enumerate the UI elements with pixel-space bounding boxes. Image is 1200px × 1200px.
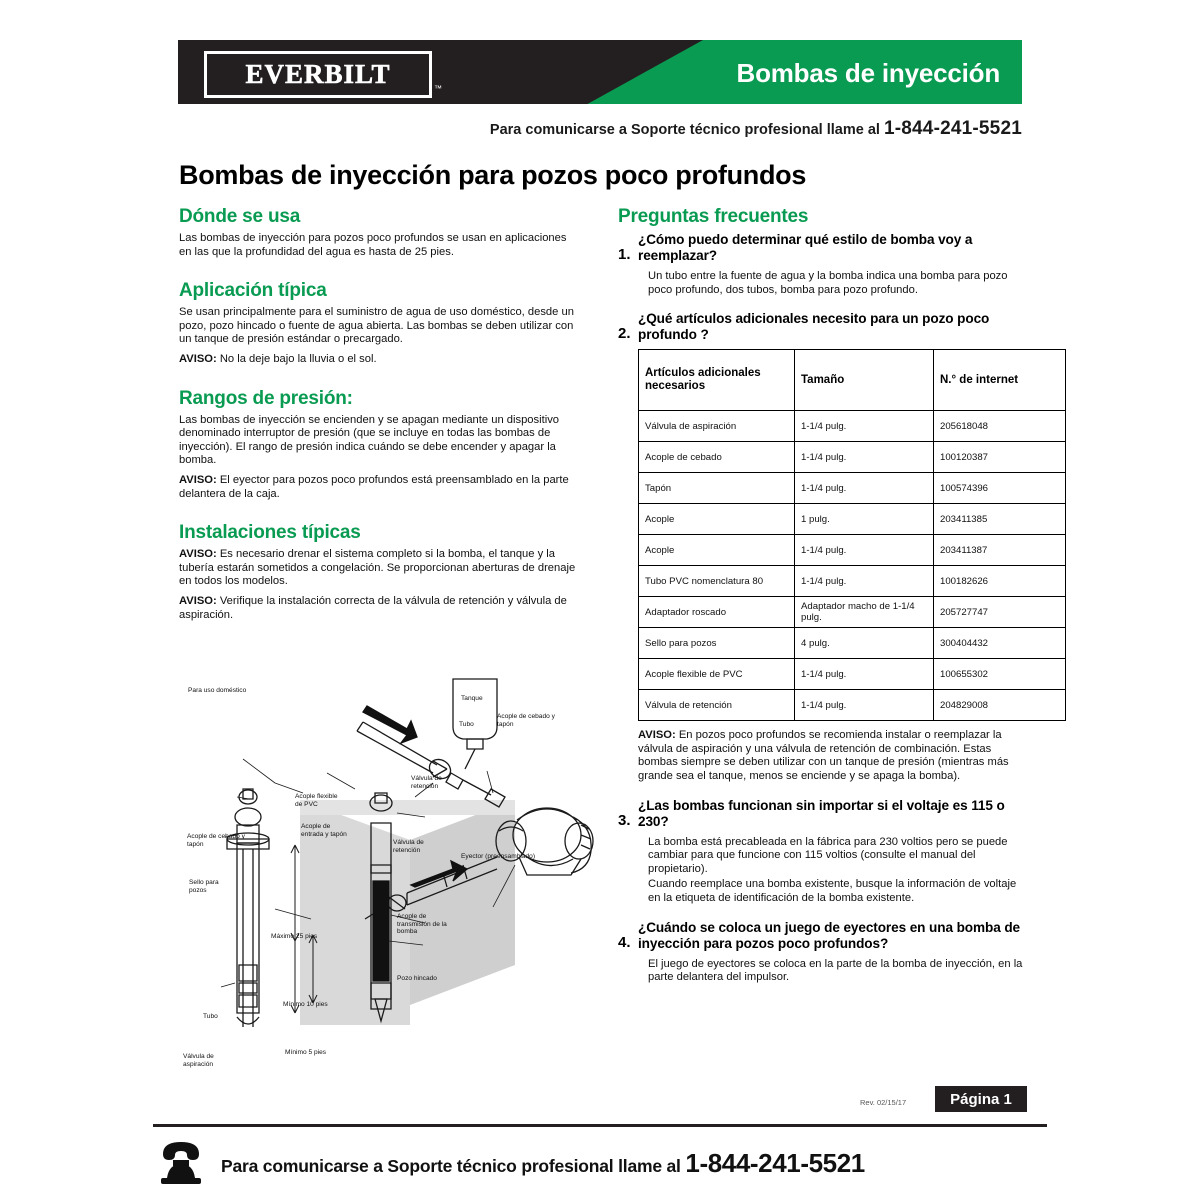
right-column <box>618 206 1026 999</box>
table-header-numero-internet: N.° de internet <box>934 350 1066 411</box>
cell-internet: 100182626 <box>934 566 1066 597</box>
diagram-label-acople-flexible-pvc: Acople flexible de PVC <box>295 793 338 808</box>
note-text: El eyector para pozos poco profundos está preensamblado en la parte delantera de la caja. <box>179 473 569 500</box>
faq-number: 1. <box>618 246 631 263</box>
table-row <box>639 473 1066 504</box>
header-support-prefix: Para comunicarse a Soporte técnico profesional llame al <box>489 122 880 138</box>
cell-articulo: Acople de cebado <box>639 442 795 473</box>
cell-tamano: 1-1/4 pulg. <box>795 535 934 566</box>
table-row <box>639 597 1066 628</box>
cell-articulo: Tapón <box>639 473 795 504</box>
table-row <box>639 411 1066 442</box>
cell-articulo: Acople <box>639 504 795 535</box>
cell-articulo: Sello para pozos <box>639 628 795 659</box>
section-note-rangos-de-presion <box>179 474 579 501</box>
table-header-row <box>639 350 1066 411</box>
cell-articulo: Tubo PVC nomenclatura 80 <box>639 566 795 597</box>
installation-diagram <box>175 665 595 1085</box>
faq-question: ¿Qué artículos adicionales necesito para un pozo poco profundo ? <box>638 311 990 343</box>
page-number-badge: Página 1 <box>935 1086 1027 1112</box>
faq-answer: Un tubo entre la fuente de agua y la bomba indica una bomba para pozo poco profundo, dos tubos, bomba para pozo profundo. <box>648 270 1008 296</box>
section-title-preguntas-frecuentes: Preguntas frecuentes <box>618 206 809 227</box>
table-row <box>639 566 1066 597</box>
faq-answer-2: Cuando reemplace una bomba existente, busque la información de voltaje en la etiqueta de identificación de la bomba existente. <box>648 878 1017 904</box>
cell-internet: 100120387 <box>934 442 1066 473</box>
diagram-label-valvula-retencion-1: Válvula de retención <box>411 775 442 790</box>
cell-tamano: 1 pulg. <box>795 504 934 535</box>
footer-support-phone: 1-844-241-5521 <box>685 1147 865 1178</box>
faq-question: ¿Cuándo se coloca un juego de eyectores en una bomba de inyección para pozos poco profundos? <box>638 919 1021 951</box>
note-text: Es necesario drenar el sistema completo si la bomba, el tanque y la tubería estarán sometidos a congelación. Se proporcionan aberturas de drenaje en todos los modelos. <box>179 548 576 588</box>
section-title-donde-se-usa: Dónde se usa <box>179 206 301 227</box>
diagram-label-tanque: Tanque <box>461 695 483 702</box>
cell-articulo: Válvula de retención <box>639 690 795 721</box>
note-label: AVISO: <box>179 473 217 486</box>
section-title-rangos-de-presion: Rangos de presión: <box>179 387 353 409</box>
header-support-line <box>178 118 1022 140</box>
diagram-label-maximo-25-pies: Máximo 25 pies <box>271 933 318 940</box>
faq-number: 4. <box>618 933 631 951</box>
faq-answer: El juego de eyectores se coloca en la parte de la bomba de inyección, en la parte delantera del impulsor. <box>648 957 1023 984</box>
table-header-tamano: Tamaño <box>795 350 934 411</box>
cell-internet: 205618048 <box>934 411 1066 442</box>
faq-number: 2. <box>618 325 631 343</box>
cell-tamano: Adaptador macho de 1-1/4 pulg. <box>795 597 934 628</box>
telephone-icon <box>153 1140 209 1186</box>
parts-table <box>638 349 1066 721</box>
trademark-mark: ™ <box>434 84 442 93</box>
footer-support-bar <box>153 1136 1047 1190</box>
cell-internet: 100574396 <box>934 473 1066 504</box>
note-text: En pozos poco profundos se recomienda instalar o reemplazar la válvula de aspiración y una válvula de retención de combinación. Estas bombas siempre se deben utilizar con un tanque de presión (mientras más grande sea el tanque, menos se enciende y se apaga la bomba). <box>638 729 1009 782</box>
diagram-label-tubo: Tubo <box>459 721 474 728</box>
diagram-label-eyector-preensamblado: Eyector (preensamblado) <box>461 853 536 860</box>
section-note-aplicacion-tipica <box>179 353 579 367</box>
diagram-label-acople-entrada-tapon: Acople de entrada y tapón <box>301 823 347 838</box>
cell-tamano: 1-1/4 pulg. <box>795 411 934 442</box>
cell-internet: 204829008 <box>934 690 1066 721</box>
header-support-phone: 1-844-241-5521 <box>883 118 1022 139</box>
cell-tamano: 1-1/4 pulg. <box>795 566 934 597</box>
cell-internet: 203411387 <box>934 535 1066 566</box>
diagram-label-tubo-2: Tubo <box>203 1013 218 1020</box>
footer-support-prefix: Para comunicarse a Soporte técnico profesional llame al <box>221 1155 681 1176</box>
diagram-label-sello-para-pozos: Sello para pozos <box>189 879 219 894</box>
cell-internet: 100655302 <box>934 659 1066 690</box>
footer-support-text <box>221 1148 865 1179</box>
faq-answer: La bomba está precableada en la fábrica para 230 voltios pero se puede cambiar para que funcione con 115 voltios (consulte el manual del propietario). <box>648 835 1008 875</box>
faq-entry-2 <box>618 311 1026 783</box>
cell-articulo: Acople flexible de PVC <box>639 659 795 690</box>
cell-tamano: 1-1/4 pulg. <box>795 690 934 721</box>
diagram-label-para-uso-domestico: Para uso doméstico <box>188 687 247 694</box>
cell-tamano: 1-1/4 pulg. <box>795 442 934 473</box>
faq-number: 3. <box>618 811 631 829</box>
diagram-label-acople-transmision-bomba: Acople de transmisión de la bomba <box>397 913 447 936</box>
table-row <box>639 504 1066 535</box>
section-title-instalaciones-tipicas: Instalaciones típicas <box>179 522 361 544</box>
table-row <box>639 535 1066 566</box>
cell-tamano: 1-1/4 pulg. <box>795 473 934 504</box>
diagram-label-acople-cebado-tapon-1: Acople de cebado y tapón <box>497 713 555 728</box>
diagram-label-acople-cebado-tapon-2: Acople de cebado y tapón <box>187 833 245 848</box>
cell-articulo: Válvula de aspiración <box>639 411 795 442</box>
faq-entry-1 <box>618 232 1026 297</box>
cell-internet: 205727747 <box>934 597 1066 628</box>
table-row <box>639 659 1066 690</box>
table-row <box>639 690 1066 721</box>
everbilt-logo <box>204 51 432 98</box>
note-label: AVISO: <box>179 548 217 561</box>
cell-internet: 300404432 <box>934 628 1066 659</box>
table-note <box>638 729 1026 783</box>
cell-articulo: Acople <box>639 535 795 566</box>
header-title: Bombas de inyección <box>736 58 1000 88</box>
diagram-label-minimo-10-pies: Mínimo 10 pies <box>283 1001 328 1008</box>
diagram-label-pozo-hincado: Pozo hincado <box>397 975 437 982</box>
cell-internet: 203411385 <box>934 504 1066 535</box>
footer-divider <box>153 1124 1047 1127</box>
section-title-aplicacion-tipica: Aplicación típica <box>179 280 327 302</box>
faq-question: ¿Las bombas funcionan sin importar si el voltaje es 115 o 230? <box>638 797 1005 829</box>
diagram-label-valvula-aspiracion: Válvula de aspiración <box>183 1053 214 1068</box>
cell-tamano: 1-1/4 pulg. <box>795 659 934 690</box>
table-header-articulos: Artículos adicionales necesarios <box>639 350 795 411</box>
revision-label: Rev. 02/15/17 <box>860 1098 907 1107</box>
section-body-donde-se-usa: Las bombas de inyección para pozos poco profundos se usan en aplicaciones en las que la profundidad del agua es hasta de 25 pies. <box>179 232 567 258</box>
section-body-rangos-de-presion: Las bombas de inyección se encienden y se apagan mediante un dispositivo denominado interruptor de presión (que se incluye en todas las bombas de inyección). El rango de presión indica cuándo se debe encender y apagar la bomba. <box>179 413 560 467</box>
cell-tamano: 4 pulg. <box>795 628 934 659</box>
note-label: AVISO: <box>638 729 676 742</box>
page-title: Bombas de inyección para pozos poco profundos <box>179 160 807 190</box>
left-column <box>179 206 579 628</box>
faq-entry-4 <box>618 920 1026 985</box>
note-text: No la deje bajo la lluvia o el sol. <box>219 352 377 365</box>
section-note2-instalaciones <box>179 595 579 622</box>
section-note1-instalaciones <box>179 548 579 589</box>
note-text: Verifique la instalación correcta de la válvula de retención y válvula de aspiración. <box>179 594 567 621</box>
table-body <box>639 411 1066 721</box>
faq-question: ¿Cómo puedo determinar qué estilo de bomba voy a reemplazar? <box>638 232 973 263</box>
logo-text: EVERBILT <box>245 59 391 89</box>
cell-articulo: Adaptador roscado <box>639 597 795 628</box>
section-body-aplicacion-tipica: Se usan principalmente para el suministro de agua de uso doméstico, desde un pozo, pozo hincado o fuente de agua abierta. Las bombas se deben utilizar con un tanque de presión estándar o precargado. <box>179 306 574 346</box>
note-label: AVISO: <box>179 352 217 365</box>
note-label: AVISO: <box>179 594 217 607</box>
header-banner <box>178 40 1022 104</box>
diagram-label-valvula-retencion-2: Válvula de retención <box>393 839 424 854</box>
faq-entry-3 <box>618 798 1026 906</box>
diagram-label-minimo-5-pies: Mínimo 5 pies <box>285 1049 327 1056</box>
table-row <box>639 628 1066 659</box>
table-row <box>639 442 1066 473</box>
